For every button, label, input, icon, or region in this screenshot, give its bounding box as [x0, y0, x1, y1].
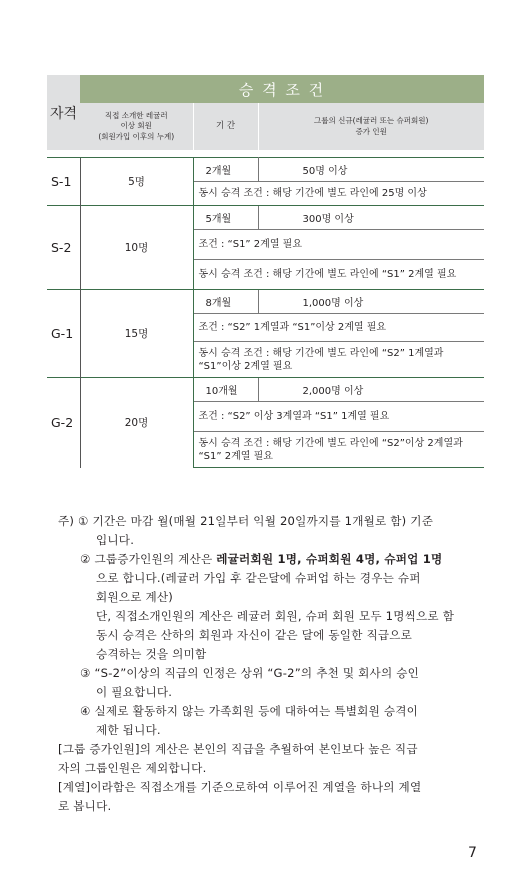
period-g1: 8개월 — [193, 290, 258, 314]
referrals-g1: 15명 — [80, 290, 193, 378]
note-1: 주) ① 기간은 마감 월(매월 21일부터 익월 20일까지를 1개월로 함) 기준 — [58, 514, 434, 528]
note-group-increase-cont: 자의 그룹인원은 제외합니다. — [58, 761, 207, 775]
rank-g2: G-2 — [47, 378, 80, 468]
note-line-definition: [계열]이라함은 직접소개를 기준으로하여 이루어진 계열을 하나의 계열 — [58, 780, 422, 794]
note-3: ③ “S-2”이상의 직급의 인정은 상위 “G-2”의 추천 및 회사의 승인 — [80, 666, 420, 680]
note-2-line3: 회원으로 계산) — [96, 590, 174, 604]
simultaneous-g1: 동시 승격 조건 : 해당 기간에 별도 라인에 “S2” 1계열과 “S1”이상 2계열 필요 — [193, 342, 484, 378]
rank-s1: S-1 — [47, 158, 80, 206]
period-g2: 10개월 — [193, 378, 258, 402]
note-group-increase: [그룹 증가인원]의 계산은 본인의 직급을 추월하여 본인보다 높은 직급 — [58, 742, 418, 756]
note-line-definition-cont: 로 봅니다. — [58, 799, 112, 813]
note-2-line6: 승격하는 것을 의미함 — [96, 647, 207, 661]
header-period: 기 간 — [193, 103, 258, 150]
note-2: ② 그룹증가인원의 계산은 레귤러회원 1명, 슈퍼회원 4명, 슈퍼업 1명 — [80, 552, 443, 566]
header-title: 승 격 조 건 — [80, 75, 484, 103]
condition-g2: 조건 : “S2” 이상 3계열과 “S1” 1계열 필요 — [193, 402, 484, 432]
page-number: 7 — [468, 845, 477, 861]
simultaneous-s2: 동시 승격 조건 : 해당 기간에 별도 라인에 “S1” 2계열 필요 — [193, 260, 484, 290]
note-2-bold: 레귤러회원 1명, 슈퍼회원 4명, 슈퍼업 1명 — [216, 552, 443, 566]
count-g1: 1,000명 이상 — [258, 290, 484, 314]
note-4-cont: 제한 됩니다. — [96, 723, 161, 737]
period-s2: 5개월 — [193, 206, 258, 230]
rank-s2: S-2 — [47, 206, 80, 290]
header-referrals: 직접 소개한 레귤러 이상 회원 (회원가입 이후의 누계) — [80, 103, 193, 150]
header-rank: 자격 — [47, 75, 80, 150]
referrals-s1: 5명 — [80, 158, 193, 206]
note-2-line2: 으로 합니다.(레귤러 가입 후 같은달에 슈퍼업 하는 경우는 슈퍼 — [96, 571, 421, 585]
notes-section — [58, 512, 478, 816]
referrals-s2: 10명 — [80, 206, 193, 290]
condition-s2: 조건 : “S1” 2계열 필요 — [193, 230, 484, 260]
simultaneous-g2: 동시 승격 조건 : 해당 기간에 별도 라인에 “S2”이상 2계열과 “S1” 2계열 필요 — [193, 432, 484, 468]
count-s1: 50명 이상 — [258, 158, 484, 182]
rank-g1: G-1 — [47, 290, 80, 378]
count-s2: 300명 이상 — [258, 206, 484, 230]
note-3-cont: 이 필요합니다. — [96, 685, 173, 699]
count-g2: 2,000명 이상 — [258, 378, 484, 402]
header-group-increase: 그룹의 신규(레귤러 또는 슈퍼회원) 증가 인원 — [258, 103, 484, 150]
simultaneous-s1: 동시 승격 조건 : 해당 기간에 별도 라인에 25명 이상 — [193, 182, 484, 206]
period-s1: 2개월 — [193, 158, 258, 182]
referrals-g2: 20명 — [80, 378, 193, 468]
condition-g1: 조건 : “S2” 1계열과 “S1”이상 2계열 필요 — [193, 314, 484, 342]
note-1-cont: 입니다. — [96, 533, 135, 547]
note-2-line5: 동시 승격은 산하의 회원과 자신이 같은 달에 동일한 직급으로 — [96, 628, 413, 642]
note-2-line4: 단, 직접소개인원의 계산은 레귤러 회원, 슈퍼 회원 모두 1명씩으로 함 — [96, 609, 455, 623]
promotion-requirements-table — [47, 75, 484, 468]
note-4: ④ 실제로 활동하지 않는 가족회원 등에 대하여는 특별회원 승격이 — [80, 704, 419, 718]
